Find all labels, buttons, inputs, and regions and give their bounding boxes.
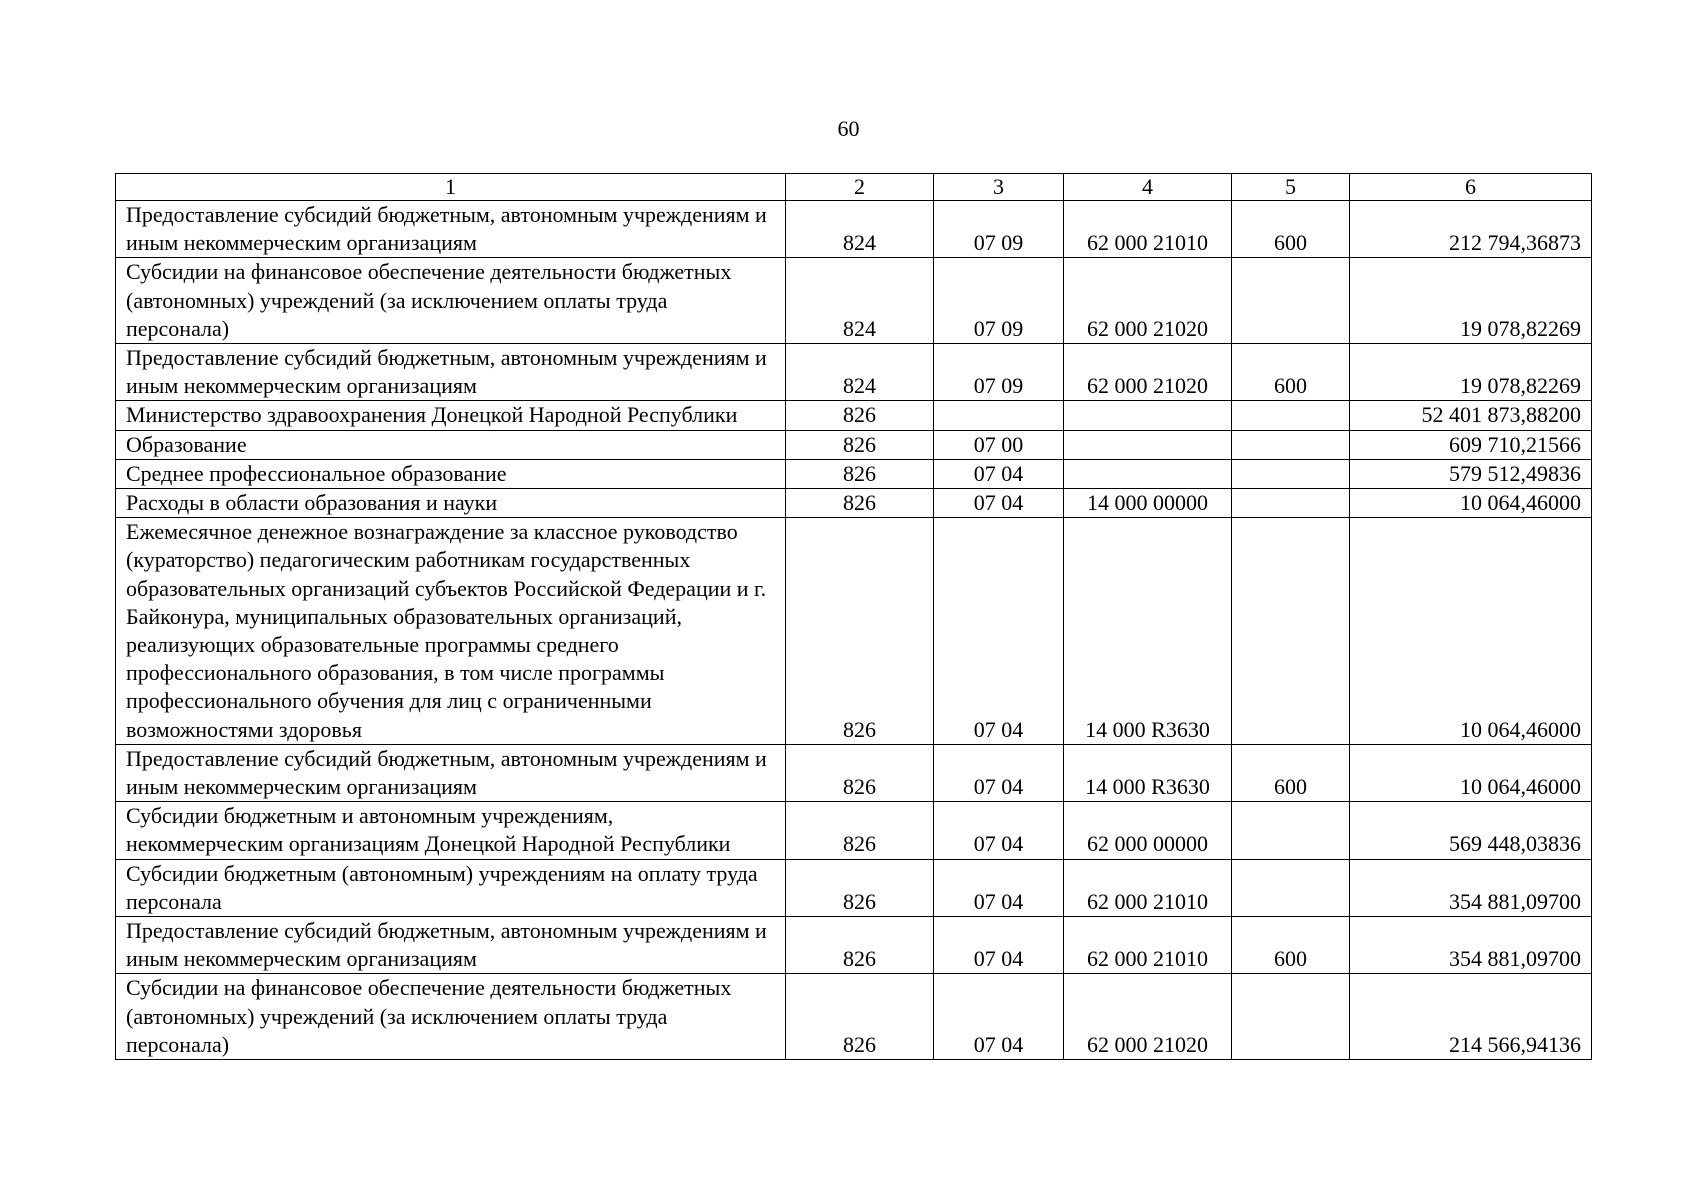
row-ministry-code: 826: [786, 974, 934, 1060]
row-ministry-code: 826: [786, 744, 934, 801]
row-ministry-code: 826: [786, 430, 934, 459]
row-expense-type: [1232, 489, 1350, 518]
row-expense-type: [1232, 430, 1350, 459]
row-name-cell: Предоставление субсидий бюджетным, автономным учреждениям и иным некоммерческим организациям: [116, 744, 786, 801]
row-target-code: [1064, 430, 1232, 459]
row-section-code: 07 09: [934, 258, 1064, 344]
row-name-cell: Предоставление субсидий бюджетным, автономным учреждениям и иным некоммерческим организациям: [116, 344, 786, 401]
table-row: [116, 489, 1592, 518]
row-amount: 354 881,09700: [1350, 859, 1592, 916]
row-expense-type: [1232, 802, 1350, 859]
table-row: [116, 430, 1592, 459]
row-section-code: [934, 401, 1064, 430]
table-row: [116, 401, 1592, 430]
table-row: [116, 917, 1592, 974]
table-row: [116, 258, 1592, 344]
table-row: [116, 802, 1592, 859]
row-expense-type: 600: [1232, 344, 1350, 401]
row-expense-type: 600: [1232, 917, 1350, 974]
row-ministry-code: 824: [786, 344, 934, 401]
row-name-cell: Предоставление субсидий бюджетным, автономным учреждениям и иным некоммерческим организациям: [116, 201, 786, 258]
row-target-code: [1064, 401, 1232, 430]
row-name-cell: Среднее профессиональное образование: [116, 459, 786, 488]
row-target-code: 62 000 21020: [1064, 258, 1232, 344]
row-section-code: 07 04: [934, 459, 1064, 488]
row-name-cell: Расходы в области образования и науки: [116, 489, 786, 518]
row-section-code: 07 09: [934, 201, 1064, 258]
row-amount: 19 078,82269: [1350, 258, 1592, 344]
row-ministry-code: 826: [786, 917, 934, 974]
row-target-code: [1064, 459, 1232, 488]
row-ministry-code: 826: [786, 489, 934, 518]
row-expense-type: [1232, 258, 1350, 344]
row-ministry-code: 824: [786, 258, 934, 344]
row-name-cell: Образование: [116, 430, 786, 459]
row-target-code: 62 000 21020: [1064, 974, 1232, 1060]
row-ministry-code: 826: [786, 518, 934, 745]
row-name-cell: Субсидии бюджетным и автономным учреждениям, некоммерческим организациям Донецкой Народной Республики: [116, 802, 786, 859]
row-expense-type: [1232, 401, 1350, 430]
row-expense-type: [1232, 459, 1350, 488]
row-target-code: 62 000 21010: [1064, 917, 1232, 974]
row-target-code: 62 000 00000: [1064, 802, 1232, 859]
row-amount: 354 881,09700: [1350, 917, 1592, 974]
row-amount: 569 448,03836: [1350, 802, 1592, 859]
row-target-code: 62 000 21010: [1064, 859, 1232, 916]
row-amount: 10 064,46000: [1350, 489, 1592, 518]
row-target-code: 14 000 R3630: [1064, 518, 1232, 745]
row-ministry-code: 826: [786, 459, 934, 488]
header-col-1: 1: [116, 174, 786, 201]
row-amount: 10 064,46000: [1350, 518, 1592, 745]
header-col-2: 2: [786, 174, 934, 201]
row-target-code: 14 000 R3630: [1064, 744, 1232, 801]
table-row: [116, 974, 1592, 1060]
header-col-6: 6: [1350, 174, 1592, 201]
header-col-5: 5: [1232, 174, 1350, 201]
row-target-code: 62 000 21010: [1064, 201, 1232, 258]
table-row: [116, 518, 1592, 745]
row-name-cell: Предоставление субсидий бюджетным, автономным учреждениям и иным некоммерческим организациям: [116, 917, 786, 974]
row-expense-type: [1232, 518, 1350, 745]
row-amount: 579 512,49836: [1350, 459, 1592, 488]
row-ministry-code: 826: [786, 401, 934, 430]
row-section-code: 07 04: [934, 802, 1064, 859]
row-section-code: 07 04: [934, 917, 1064, 974]
table-row: [116, 344, 1592, 401]
row-section-code: 07 04: [934, 974, 1064, 1060]
row-target-code: 62 000 21020: [1064, 344, 1232, 401]
row-expense-type: 600: [1232, 201, 1350, 258]
row-expense-type: [1232, 859, 1350, 916]
row-amount: 52 401 873,88200: [1350, 401, 1592, 430]
budget-table: [115, 173, 1592, 1060]
row-section-code: 07 04: [934, 518, 1064, 745]
row-name-cell: Ежемесячное денежное вознаграждение за классное руководство (кураторство) педагогическим работникам государственных образовательных организаций субъектов Российской Федерации и г. Байконура, муниципальных образовательных организаций, реализующих образовательные программы среднего профессионального образования, в том числе программы профессионального обучения для лиц с ограниченными возможностями здоровья: [116, 518, 786, 745]
table-row: [116, 201, 1592, 258]
row-expense-type: 600: [1232, 744, 1350, 801]
row-ministry-code: 826: [786, 859, 934, 916]
row-name-cell: Субсидии бюджетным (автономным) учреждениям на оплату труда персонала: [116, 859, 786, 916]
header-col-3: 3: [934, 174, 1064, 201]
row-section-code: 07 04: [934, 859, 1064, 916]
row-name-cell: Министерство здравоохранения Донецкой Народной Республики: [116, 401, 786, 430]
table-header-row: [116, 174, 1592, 201]
row-name-cell: Субсидии на финансовое обеспечение деятельности бюджетных (автономных) учреждений (за исключением оплаты труда персонала): [116, 258, 786, 344]
row-expense-type: [1232, 974, 1350, 1060]
table-row: [116, 744, 1592, 801]
row-section-code: 07 00: [934, 430, 1064, 459]
row-section-code: 07 04: [934, 744, 1064, 801]
row-amount: 212 794,36873: [1350, 201, 1592, 258]
row-name-cell: Субсидии на финансовое обеспечение деятельности бюджетных (автономных) учреждений (за исключением оплаты труда персонала): [116, 974, 786, 1060]
row-ministry-code: 824: [786, 201, 934, 258]
row-section-code: 07 09: [934, 344, 1064, 401]
row-ministry-code: 826: [786, 802, 934, 859]
row-amount: 214 566,94136: [1350, 974, 1592, 1060]
page-number: 60: [837, 116, 860, 141]
row-section-code: 07 04: [934, 489, 1064, 518]
table-row: [116, 459, 1592, 488]
row-target-code: 14 000 00000: [1064, 489, 1232, 518]
table-row: [116, 859, 1592, 916]
table-body: [116, 201, 1592, 1060]
row-amount: 10 064,46000: [1350, 744, 1592, 801]
header-col-4: 4: [1064, 174, 1232, 201]
row-amount: 19 078,82269: [1350, 344, 1592, 401]
row-amount: 609 710,21566: [1350, 430, 1592, 459]
